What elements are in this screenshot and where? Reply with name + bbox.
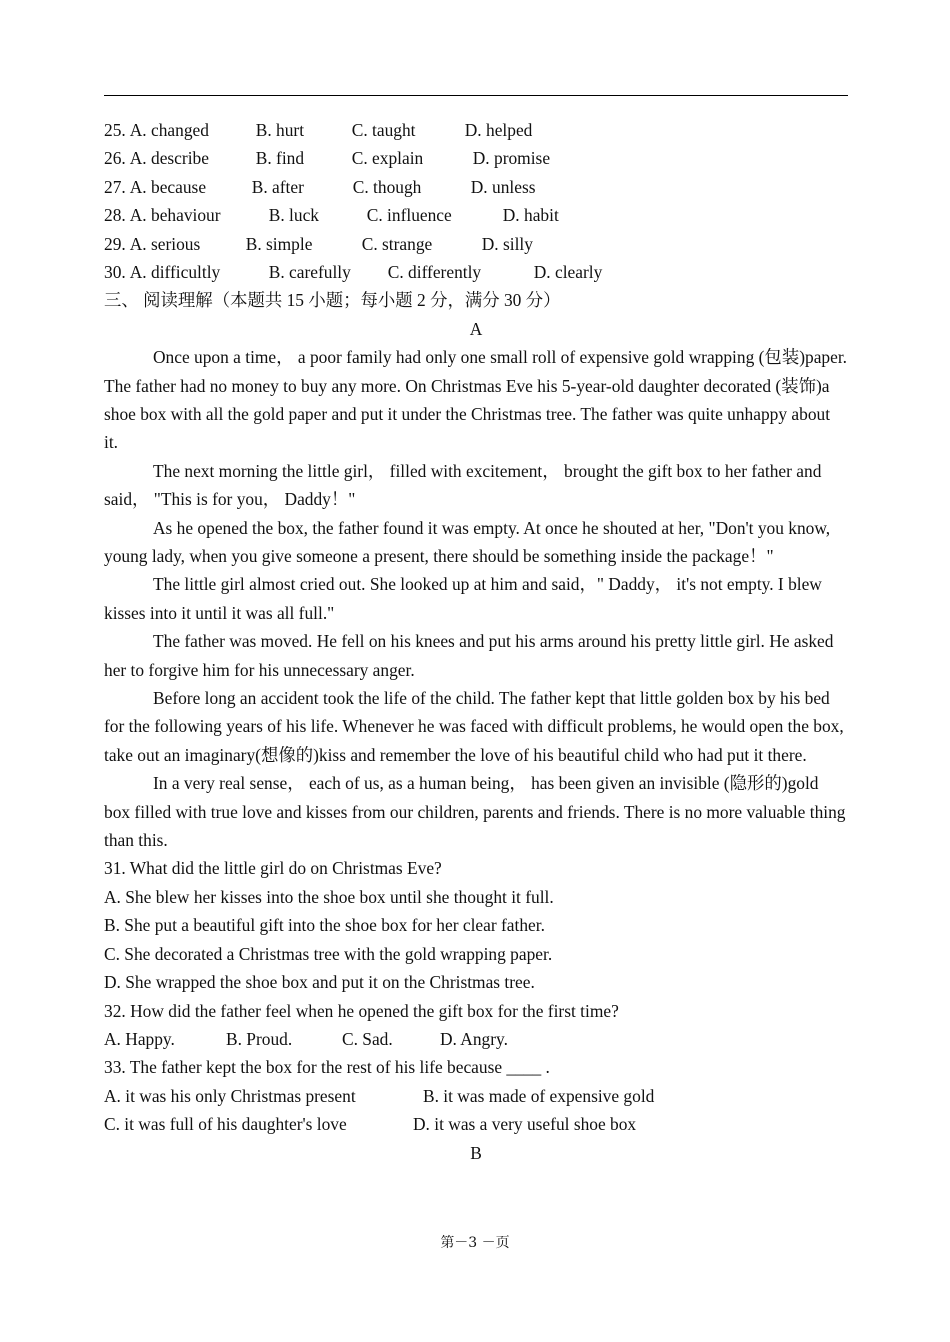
passage-paragraph: The father was moved. He fell on his knees and put his arms around his pretty little girl. He asked her to forgive him for his unnecessary anger. (104, 631, 834, 680)
passage-label-a: A (469, 318, 483, 339)
question-number: 29. (104, 233, 126, 254)
option-b: B. carefully (268, 261, 351, 282)
option-a: A. serious (129, 233, 201, 254)
answer-choice: C. She decorated a Christmas tree with the gold wrapping paper. (104, 943, 553, 964)
option-b: B. find (255, 148, 305, 169)
option-d: D. promise (472, 148, 551, 169)
question-row (104, 230, 848, 258)
option-a: A. changed (129, 120, 209, 140)
option-c: C. though (352, 176, 422, 197)
option-c: C. influence (366, 205, 452, 226)
option-d: D. unless (470, 176, 536, 197)
option-a: A. describe (129, 148, 209, 169)
passage-paragraph: The little girl almost cried out. She looked up at him and said，" Daddy， it's not empty. I blew kisses into it until it was all full." (104, 574, 822, 623)
option-a: A. behaviour (129, 205, 221, 226)
question-stem: 31. What did the little girl do on Christmas Eve? (104, 858, 442, 879)
question-row (104, 116, 848, 144)
question-row (104, 201, 848, 229)
option-c: C. strange (361, 233, 433, 254)
question-number: 26. (104, 148, 126, 169)
question-number: 28. (104, 205, 126, 226)
answer-choice: B. Proud. (226, 1028, 293, 1049)
option-c: C. taught (351, 120, 416, 140)
option-b: B. luck (268, 205, 319, 226)
page-content (104, 116, 848, 1167)
answer-choice: D. Angry. (440, 1028, 508, 1049)
option-c: C. explain (351, 148, 424, 169)
option-d: D. helped (464, 120, 533, 140)
option-d: D. clearly (533, 261, 603, 282)
page-footer: 第－3 －页 (440, 1235, 510, 1251)
section-title: 三、 阅读理解（本题共 15 小题；每小题 2 分，满分 30 分） (104, 290, 561, 311)
answer-choice: B. it was made of expensive gold (423, 1085, 655, 1106)
header-rule (104, 95, 848, 96)
option-a: A. because (129, 176, 207, 197)
answer-choice: B. She put a beautiful gift into the shoe box for her clear father. (104, 915, 545, 936)
option-b: B. simple (245, 233, 313, 254)
passage-paragraph: Once upon a time， a poor family had only one small roll of expensive gold wrapping (包装)paper. The father had no money to buy any more. On Christmas Eve his 5-year-old daughter decorated (装饰)a shoe box with all the gold paper and put it under the Christmas tree. The father was quite unhappy about it. (104, 347, 848, 453)
passage-paragraph: As he opened the box, the father found it was empty. At once he shouted at her, "Don't you know, young lady, when you give someone a present, there should be something inside the package！" (104, 517, 831, 566)
passage-paragraph: Before long an accident took the life of the child. The father kept that little golden box by his bed for the following years of his life. Whenever he was faced with difficult problems, he would open the box, take out an imaginary(想像的)kiss and remember the love of his beautiful child who had put it there. (104, 688, 844, 765)
choice-row (104, 1082, 848, 1110)
option-d: D. silly (481, 233, 533, 254)
choice-row (104, 1025, 848, 1053)
passage-label-b: B (470, 1142, 482, 1163)
answer-choice: D. She wrapped the shoe box and put it on the Christmas tree. (104, 972, 535, 993)
answer-choice: C. it was full of his daughter's love (104, 1114, 347, 1135)
answer-choice: C. Sad. (342, 1028, 393, 1049)
option-b: B. hurt (255, 120, 305, 140)
option-d: D. habit (502, 205, 559, 226)
question-row (104, 173, 848, 201)
passage-paragraph: The next morning the little girl， filled with excitement， brought the gift box to her father and said， "This is for you， Daddy！" (104, 460, 822, 510)
answer-choice: D. it was a very useful shoe box (413, 1114, 637, 1135)
question-number: 30. (104, 261, 126, 282)
question-row (104, 144, 848, 172)
question-number: 27. (104, 176, 126, 197)
question-stem: 33. The father kept the box for the rest of his life because ____ . (104, 1057, 550, 1078)
choice-row (104, 1110, 848, 1138)
question-number: 25. (104, 120, 126, 140)
option-a: A. difficultly (129, 261, 221, 282)
option-c: C. differently (387, 261, 482, 282)
answer-choice: A. She blew her kisses into the shoe box until she thought it full. (104, 886, 554, 907)
question-row (104, 258, 848, 286)
option-b: B. after (251, 176, 304, 197)
answer-choice: A. Happy. (104, 1028, 175, 1049)
question-stem: 32. How did the father feel when he opened the gift box for the first time? (104, 1000, 619, 1021)
answer-choice: A. it was his only Christmas present (104, 1085, 356, 1106)
passage-paragraph: In a very real sense， each of us, as a human being， has been given an invisible (隐形的)gold box filled with true love and kisses from our children, parents and friends. There is no more valuable thing than this. (104, 773, 846, 851)
